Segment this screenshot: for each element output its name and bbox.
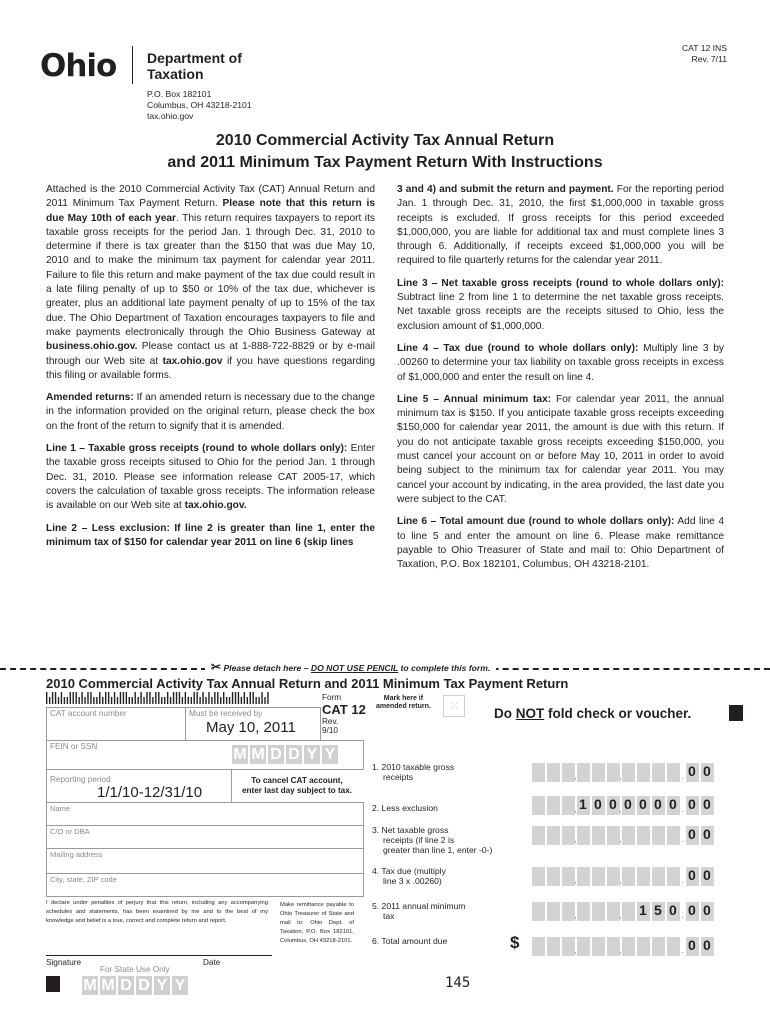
- line1-paragraph: Line 1 – Taxable gross receipts (round to whole dollars only): Enter the taxable gross receipts sitused to Ohio for the period Jan. 1 through Dec. 31, 2010. Please see information release CAT 2005-17, which covers the calculation of taxable gross receipts. The information release is available on our Web site at tax.ohio.gov.: [46, 443, 375, 512]
- thousands-separator: ,: [574, 945, 577, 956]
- signature-label: Signature: [46, 958, 82, 967]
- thousands-separator: ,: [574, 834, 577, 845]
- department-address: [147, 89, 252, 122]
- line5-paragraph: Line 5 – Annual minimum tax: For calendar year 2011, the annual minimum tax is $150. If you anticipate taxable gross receipts exceeding $150,000 for calendar year 2011, the amount is due with this return. If you do not anticipate taxable gross receipts exceeding $150,000, you must cancel your account on or before May 10, 2011 in order to avoid being subject to the minimum tax for calendar year 2011. You may cancel your account by indicating, in the area provided, the last date you were subject to the CAT.: [397, 393, 724, 505]
- amended-paragraph: Amended returns: If an amended return is necessary due to the change in the information provided on the original return, please check the box on the front of the return to signify that it is amended.: [46, 392, 376, 432]
- amount-digit-box[interactable]: [532, 763, 545, 782]
- amount-digit-box[interactable]: [547, 826, 560, 845]
- page-title: [0, 130, 770, 174]
- amended-return-checkbox[interactable]: ⁙: [443, 695, 465, 717]
- decimal-separator: .: [681, 771, 684, 782]
- intro-paragraph: Attached is the 2010 Commercial Activity Tax (CAT) Annual Return and 2011 Minimum Tax Payment Return. Please note that this return is due May 10th of each year. This return requires taxpayers to report its taxable gross receipts for the period Jan. 1 through Dec. 31, 2010 to determine if there is tax greater than the $150 that was due May 10, 2010 and to make the minimum tax payment for calendar year 2011. Failure to file this return and make payment of the tax due could result in a late filing penalty of up to $50 or 10% of the tax due, whichever is greater, plus an additional late payment penalty of up to 15% of the tax due. The Ohio Department of Taxation encourages taxpayers to file and make payments electronically through the Ohio Business Gateway at business.ohio.gov. Please contact us at 1-888-722-8829 or by e-mail through our Web site at tax.ohio.gov if you have questions regarding this filing or available forms.: [46, 184, 375, 381]
- form-id-block: [322, 693, 366, 735]
- received-by-box: [185, 707, 321, 741]
- amount-digit-box[interactable]: [652, 867, 665, 886]
- thousands-separator: ,: [574, 875, 577, 886]
- mailing-address-field[interactable]: [46, 848, 364, 874]
- amount-digit: 0: [624, 796, 632, 812]
- amount-digit-box[interactable]: [532, 826, 545, 845]
- amount-digit: 0: [688, 902, 696, 918]
- reporting-period-label: Reporting period: [50, 775, 111, 784]
- rev-value: 9/10: [322, 726, 338, 735]
- amount-digit-box[interactable]: [637, 763, 650, 782]
- amount-digit: 0: [688, 937, 696, 953]
- thousands-separator: ,: [619, 875, 622, 886]
- amount-digit-box[interactable]: [592, 763, 605, 782]
- city-label: City, state, ZIP code: [50, 875, 117, 884]
- amount-digit-box[interactable]: [547, 937, 560, 956]
- amount-digit-box[interactable]: [577, 826, 590, 845]
- decimal-separator: .: [681, 804, 684, 815]
- amount-digit: 0: [703, 763, 711, 779]
- amount-digit: 0: [703, 867, 711, 883]
- line3-paragraph: Line 3 – Net taxable gross receipts (round to whole dollars only): Subtract line 2 from line 1 to determine the net taxable gross receipts. Net taxable gross receipts are the receipts sitused to Ohio, less the exclusion amount of $1,000,000.: [397, 277, 724, 332]
- cancel-date-mdy[interactable]: M M D D Y Y: [232, 745, 338, 764]
- logo-divider: [132, 46, 133, 84]
- amount-digit-box[interactable]: [652, 937, 665, 956]
- amount-digit: 0: [703, 826, 711, 842]
- amount-digit-box[interactable]: [577, 867, 590, 886]
- amount-digit-box[interactable]: [547, 902, 560, 921]
- amount-digit-box[interactable]: [577, 763, 590, 782]
- title-line-1: 2010 Commercial Activity Tax Annual Return: [215, 132, 555, 149]
- amount-digit: 0: [703, 796, 711, 812]
- amount-digit-box[interactable]: [667, 937, 680, 956]
- thousands-separator: ,: [619, 910, 622, 921]
- form-label: Form: [322, 693, 342, 702]
- postal-barcode: [46, 692, 271, 704]
- amount-digit-box[interactable]: [622, 937, 635, 956]
- line-5-label: 5. 2011 annual minimum tax: [372, 901, 466, 921]
- bottom-left-marker: [46, 976, 60, 992]
- amount-digit-box[interactable]: [592, 867, 605, 886]
- instructions-left-column: [46, 183, 375, 558]
- amount-digit: 0: [703, 937, 711, 953]
- amount-digit: 0: [639, 796, 647, 812]
- amount-digit-box[interactable]: [547, 867, 560, 886]
- dept-line-2: Taxation: [147, 66, 204, 82]
- amount-digit-box[interactable]: [592, 937, 605, 956]
- amount-digit-box[interactable]: [637, 867, 650, 886]
- cat-account-number-field[interactable]: [46, 707, 186, 741]
- amount-digit-box[interactable]: [547, 763, 560, 782]
- detach-instruction: ✂ Please detach here – DO NOT USE PENCIL to complete this form.: [205, 660, 496, 674]
- received-by-label: Must be received by: [189, 709, 263, 718]
- cat-account-label: CAT account number: [50, 709, 127, 718]
- amount-digit-box[interactable]: [652, 826, 665, 845]
- amount-digit: 0: [654, 796, 662, 812]
- thousands-separator: ,: [619, 771, 622, 782]
- date-label: Date: [203, 958, 221, 967]
- line2-continued-paragraph: 3 and 4) and submit the return and payment. For the reporting period Jan. 1 through Dec. 31, 2010, the first $1,000,000 in taxable gross receipts is excluded. If gross receipts for this period exceeded $1,000,000, you are liable for additional tax and must complete lines 3 through 6. Additionally, if receipts exceed $1,000,000 you will be required to file quarterly returns for the calendar year 2011.: [397, 184, 724, 267]
- thousands-separator: ,: [619, 834, 622, 845]
- amount-digit-box[interactable]: [532, 796, 545, 815]
- voucher-title: 2010 Commercial Activity Tax Annual Return and 2011 Minimum Tax Payment Return: [46, 676, 569, 691]
- address-line-1: P.O. Box 182101: [147, 89, 212, 99]
- amount-digit: 1: [579, 796, 587, 812]
- amount-digit-box[interactable]: [637, 826, 650, 845]
- thousands-separator: ,: [619, 945, 622, 956]
- line-3-label: 3. Net taxable gross receipts (if line 2 is greater than line 1, enter -0-): [372, 825, 493, 855]
- amount-digit: 0: [669, 796, 677, 812]
- decimal-separator: .: [681, 910, 684, 921]
- amount-digit-box[interactable]: [622, 902, 635, 921]
- line-2-label: 2. Less exclusion: [372, 803, 438, 813]
- ohio-logo-text: Ohio: [40, 48, 117, 84]
- amount-digit-box[interactable]: [667, 763, 680, 782]
- amount-digit-box[interactable]: [577, 937, 590, 956]
- amount-digit-box[interactable]: [652, 763, 665, 782]
- reporting-period-value: 1/1/10-12/31/10: [97, 784, 203, 801]
- website: tax.ohio.gov: [147, 111, 194, 121]
- state-use-mdy: M M D D Y Y: [82, 976, 188, 995]
- scissors-icon: ✂: [211, 660, 222, 674]
- amount-digit: 0: [688, 867, 696, 883]
- amount-digit-box[interactable]: [577, 902, 590, 921]
- thousands-separator: ,: [574, 804, 577, 815]
- thousands-separator: ,: [574, 910, 577, 921]
- name-label: Name: [50, 804, 71, 813]
- amended-mark-label: Mark here if amended return.: [376, 695, 431, 710]
- line6-paragraph: Line 6 – Total amount due (round to whole dollars only): Add line 4 to line 5 and enter the amount on line 6. Please make remittance payable to Ohio Treasurer of State and mail to: Ohio Department of Taxation, P.O. Box 182101, Columbus, OH 43218-2101.: [397, 516, 724, 571]
- amount-digit: 5: [654, 902, 662, 918]
- line-4-label: 4. Tax due (multiply line 3 x .00260): [372, 866, 446, 886]
- dept-line-1: Department of: [147, 50, 242, 66]
- amount-digit: 0: [688, 796, 696, 812]
- amount-digit-box[interactable]: [622, 763, 635, 782]
- line4-paragraph: Line 4 – Tax due (round to whole dollars only): Multiply line 3 by .00260 to determine your tax liability on taxable gross receipts in excess of $1,000,000 and enter the result on line 4.: [397, 342, 724, 383]
- department-name: [147, 50, 242, 82]
- signature-line: [46, 955, 272, 956]
- line-6-label: 6. Total amount due: [372, 936, 448, 946]
- amount-digit-box[interactable]: [637, 937, 650, 956]
- mailing-label: Mailing address: [50, 850, 103, 859]
- remittance-note: Make remittance payable to Ohio Treasurer of State and mail to: Ohio Dept. of Taxation, P.O. Box 182101, Columbus, OH 43218-2101.: [280, 902, 354, 944]
- amount-digit-box[interactable]: [622, 867, 635, 886]
- amount-digit-box[interactable]: [532, 937, 545, 956]
- amount-digit-box[interactable]: [547, 796, 560, 815]
- amount-digit: 1: [639, 902, 647, 918]
- amount-digit-box[interactable]: [667, 867, 680, 886]
- amount-digit-box[interactable]: [592, 826, 605, 845]
- rev-label: Rev.: [322, 717, 339, 726]
- address-line-2: Columbus, OH 43218-2101: [147, 100, 252, 110]
- cancel-account-note: To cancel CAT account, enter last day subject to tax.: [241, 776, 353, 795]
- state-use-label: For State Use Only: [100, 965, 170, 974]
- decimal-separator: .: [681, 834, 684, 845]
- thousands-separator: ,: [619, 804, 622, 815]
- amount-digit-box[interactable]: [532, 867, 545, 886]
- decimal-separator: .: [681, 945, 684, 956]
- form-code: [672, 43, 727, 65]
- ohio-logo: [40, 48, 140, 86]
- dba-field[interactable]: [46, 825, 364, 849]
- amount-digit-box[interactable]: [622, 826, 635, 845]
- line2-paragraph: Line 2 – Less exclusion: If line 2 is greater than line 1, enter the minimum tax of $150 for calendar year 2011 on line 6 (skip lines: [46, 522, 375, 548]
- thousands-separator: ,: [574, 771, 577, 782]
- dollar-sign: $: [510, 933, 520, 952]
- received-by-date: May 10, 2011: [206, 719, 296, 736]
- amount-digit: 0: [703, 902, 711, 918]
- amount-digit-box[interactable]: [532, 902, 545, 921]
- corner-marker: [729, 705, 743, 721]
- amount-digit-box[interactable]: [592, 902, 605, 921]
- reporting-period-box: [46, 769, 232, 803]
- form-code-cat12: CAT 12: [322, 702, 366, 717]
- name-field[interactable]: [46, 802, 364, 826]
- line-1-label: 1. 2010 taxable gross receipts: [372, 762, 455, 782]
- amount-digit: 0: [669, 902, 677, 918]
- page-number: 145: [445, 975, 471, 991]
- amount-digit: 0: [594, 796, 602, 812]
- fold-warning: Do NOT fold check or voucher.: [494, 706, 692, 721]
- amount-digit: 0: [688, 826, 696, 842]
- title-line-2: and 2011 Minimum Tax Payment Return With Instructions: [167, 154, 603, 171]
- city-state-zip-field[interactable]: [46, 873, 364, 897]
- instructions-right-column: [397, 183, 724, 580]
- amount-digit: 0: [609, 796, 617, 812]
- amount-digit-box[interactable]: [667, 826, 680, 845]
- amount-digit: 0: [688, 763, 696, 779]
- form-code-label: CAT 12 INS: [681, 43, 727, 53]
- fein-label: FEIN or SSN: [50, 742, 98, 751]
- decimal-separator: .: [681, 875, 684, 886]
- perjury-declaration: I declare under penalties of perjury that this return, including any accompanying schedules and statements, has been examined by me and to the best of my knowledge and belief is a true, correct and complete return and report.: [46, 900, 268, 924]
- dba-label: C/O or DBA: [50, 827, 90, 836]
- revision-label: Rev. 7/11: [691, 54, 727, 64]
